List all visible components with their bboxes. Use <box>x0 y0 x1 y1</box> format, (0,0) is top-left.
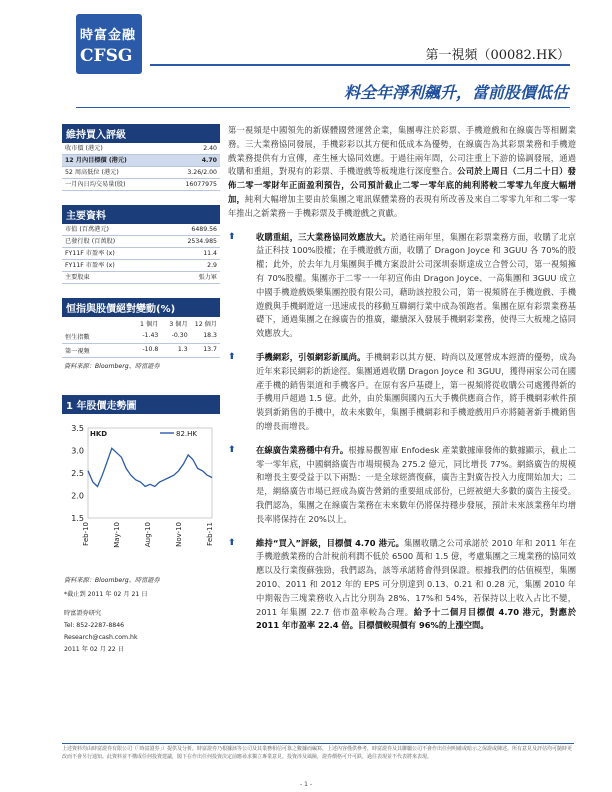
row-value: 張力軍 <box>198 274 217 281</box>
x-tick-label: Feb-10 <box>82 522 90 546</box>
row-label: 第一視頻 <box>65 348 90 355</box>
disclaimer: 上述資料均由時富證券有限公司（「時富證券」）提供及分析。時富證券乃根據該等公司及其業務相信可靠之數據而編寫，上述內容僅供參考，時富證券及其聯屬公司不會作出任何明確或暗示之保證或陳述。所有意見及評估均可隨時更改而不會另行通知。此資料並不構成任何投資建議，閣下在作出任何投資決定前應尋求獨立專業意見。投資涉及風險，證券價格可升可跌，過往表現並不代表將來表現。 <box>62 743 574 761</box>
contact-dept: 時富證券研究 <box>64 610 102 617</box>
intro-text-bold: 公司於上周日（二月二十日）發佈二零一零財年正面盈利預告，公司預計截止二零一零年底的純利將較二零零九年度大幅增加， <box>228 166 576 204</box>
headline: 料全年淨利飆升，當前股價低估 <box>343 83 568 102</box>
chart-note: *截止到 2011 年 02 月 21 日 <box>64 591 148 598</box>
bullet-rating <box>228 537 576 634</box>
bullet-text: 於過往兩年里，集團在彩票業務方面，收購了北京益正科技 100%股權；在手機遊戲方面，收購了 Dragon Joyce 和 3GUU 各 70%的股權；此外，於去年九月集團與手機方案設計公司深圳泰斯達成立合營公司，第一視頻擁有 70%股權。集團亦于二零一一年初宣佈由 Dragon Joyce、一高集團和 3GUU 成立中國手機遊戲娛樂集團控股有限公司，藉助該控股公司，第一視頻將在手機遊戲、手機遊戲與手機網遊這一迅速成長的移動互聯網行業中成為領跑者。集團在原有彩票業務基礎下，通過集團之在線廣告的推廣，繼續深入發展手機網彩業務，使得三大板塊之協同效應放大。 <box>256 231 576 339</box>
info-row <box>62 272 220 284</box>
row-value: 16077975 <box>185 181 217 188</box>
info-table <box>62 224 220 284</box>
rating-row <box>62 155 220 167</box>
row-label: FY11F 市盈率 (x) <box>65 262 115 269</box>
perf-1m: -10.8 <box>142 346 159 353</box>
intro-text-a: 第一視頻是中國領先的新媒體國營運營企業，集團專注於彩票、手機遊戲和在線廣告等相關業務。三大業務協同發展，手機彩彩以其方便和低成本為優勢，在線廣告為其彩票業務和手機遊戲業務提供有力宣傳，產生極大協同效應。于過往兩年間，公司注重上下游的協調發展，通過收購和重組，對現有的彩票、手機遊戲等板塊進行深度整合。 <box>228 125 576 177</box>
perf-12m: 18.3 <box>203 332 217 339</box>
rating-row <box>62 179 220 191</box>
perf-3m: 1.3 <box>177 346 188 353</box>
bullet-title: 手機網彩，引領網彩新風尚。 <box>256 351 366 362</box>
rating-table <box>62 143 220 191</box>
main-body <box>228 124 576 633</box>
y-tick-label: 3.0 <box>71 446 84 456</box>
row-label: 一月內日均交易量(股) <box>65 181 126 188</box>
report-title: 第一視頻（00082.HK） <box>425 48 570 63</box>
company-logo <box>76 14 142 74</box>
bullet-text: 根據易觀智庫 Enfodesk 產業數據庫發佈的數據顯示，截止二零一零年底，中國網絡廣告市場規模為 275.2 億元，同比增長 77%。網絡廣告的規模和增長主要受益于以下兩點：一是全球經濟復蘇，廣告主對廣告投入力度開始加大；二是，網絡廣告市場已經成為廣告營銷的重要組成部份，已經被絕大多數的廣告主接受。我們認為，集團之在線廣告業務在未來數年仍將保持穩步發展，預計未來該業務年均增長率將保持在 20%以上。 <box>256 444 576 524</box>
bullet-online-ads <box>228 444 576 527</box>
row-value: 3.26/2.00 <box>187 169 217 176</box>
y-tick-label: 2.5 <box>71 469 84 478</box>
x-tick-label: Nov-10 <box>175 522 183 547</box>
logo-chinese: 時富金融 <box>80 28 137 43</box>
bullet-title: 維持“買入”評級，目標價 4.70 港元。 <box>256 537 405 548</box>
row-label: 恒生指數 <box>65 334 90 341</box>
bullet-acquisition <box>228 231 576 341</box>
perf-title: 恒指與股價絕對變動(%) <box>62 298 220 317</box>
bullet-text: 手機網彩以其方便、時尚以及運營成本經濟的優勢，成為近年來彩民網彩的新途徑。集團通過收購 Dragon Joyce 和 3GUU，獲得兩家公司在國產手機的銷售渠道和手機客戶。在原有客戶基礎上，第一視頻將從收購公司處獲得新的手機用戶超過 1.5 億。此外，由於集團與國內五大手機供應商合作，將手機網彩軟件預裝到新銷售的手機中，故未來數年，集團手機網彩和手機遊戲用戶亦將隨著新手機銷售的增長而增長。 <box>256 351 576 431</box>
info-row <box>62 236 220 248</box>
perf-col-header <box>65 319 129 328</box>
row-label: 市值 (百萬港元) <box>65 226 109 233</box>
row-value: 11.4 <box>203 250 217 257</box>
arrow-up-icon: ⬆ <box>228 351 236 362</box>
bullet-title: 在線廣告業務穩中有升。 <box>256 444 349 455</box>
bullet-mobile-lottery <box>228 351 576 434</box>
rating-row <box>62 167 220 179</box>
bullet-title: 收購重組，三大業務協同效應放大。 <box>256 231 391 242</box>
contact-tel: Tel: 852-2287-8846 <box>64 622 125 629</box>
perf-12m: 13.7 <box>203 346 217 353</box>
x-tick-label: Aug-10 <box>144 522 152 548</box>
row-label: 12 月內目標價 (港元) <box>65 157 127 164</box>
x-tick-label: Feb-11 <box>206 522 214 546</box>
series-line-82hk <box>88 448 212 486</box>
row-value: 4.70 <box>201 157 217 164</box>
row-value: 6489.56 <box>191 226 217 233</box>
perf-row <box>62 330 220 344</box>
row-label: 收市價 (港元) <box>65 145 103 152</box>
x-tick-label: May-10 <box>113 522 121 548</box>
perf-row <box>62 344 220 358</box>
y-tick-label: 2.0 <box>71 491 84 501</box>
y-axis-label: HKD <box>90 430 108 438</box>
legend-label: 82.HK <box>176 430 197 438</box>
page-number: - 1 - <box>300 781 312 788</box>
bullet-text: 集團收購之公司承諾於 2010 年和 2011 年在手機遊戲業務的合計稅前利潤不低於 6500 萬和 1.5 億，考慮集團之三塊業務的協同效應以及行業復蘇強勁，我們認為，該等承諾將會得到保證。根據我們的估值模型，集團 2010、2011 和 2012 年的 EPS 可分別達到 0.13、0.21 和 0.28 元，集團 2010 年中期報告三塊業務收入占比分別為 28%、17%和 54%，若保持以上收入占比不變，2011 年集團 22.7 倍市盈率較為合理。 <box>256 537 577 617</box>
intro-paragraph <box>228 124 576 221</box>
info-title: 主要資料 <box>62 205 220 224</box>
rating-title: 維持買入評級 <box>62 124 220 143</box>
price-chart <box>62 414 220 554</box>
arrow-up-icon: ⬆ <box>228 231 236 242</box>
row-label: 主要股東 <box>65 274 90 281</box>
sidebar <box>62 124 220 656</box>
info-row <box>62 248 220 260</box>
headline-divider <box>76 107 570 108</box>
perf-source: 資料來源：Bloomberg、時富證券 <box>64 363 160 370</box>
arrow-up-icon: ⬆ <box>228 537 236 548</box>
rating-row <box>62 143 220 155</box>
contact-email[interactable]: Research@cash.com.hk <box>64 634 138 641</box>
info-row <box>62 260 220 272</box>
row-label: 已發行股 (百萬股) <box>65 238 116 245</box>
logo-english: CFSG <box>80 46 133 66</box>
perf-header <box>62 317 220 330</box>
chart-source: 資料來源：Bloomberg、時富證券 <box>64 577 160 584</box>
y-tick-label: 3.5 <box>71 424 84 433</box>
perf-col-header: 12 個月 <box>194 321 217 328</box>
plot-frame <box>88 428 212 518</box>
header-divider <box>150 64 570 66</box>
perf-3m: -0.30 <box>171 332 188 339</box>
contact-date: 2011 年 02 月 22 日 <box>64 646 124 653</box>
row-value: 2534.985 <box>187 238 217 245</box>
row-value: 2.9 <box>207 262 217 269</box>
arrow-up-icon: ⬆ <box>228 444 236 455</box>
contact-block <box>62 608 220 656</box>
intro-text-c: 純利大幅增加主要由於集團之電訊媒體業務的表現有所改善及來自二零零九年和二零一零年推出之新業務－手機彩票及手機遊戲之貢獻。 <box>228 193 576 218</box>
perf-1m: -1.43 <box>142 332 159 339</box>
row-label: FY11F 市盈率 (x) <box>65 250 115 257</box>
y-tick-label: 1.5 <box>71 514 84 523</box>
perf-table <box>62 330 220 358</box>
info-row <box>62 224 220 236</box>
row-label: 52 周高低位 (港元) <box>65 169 119 176</box>
bullet-target-text: 給予十二個月目標價 4.70 港元，對應於 2011 年市盈率 22.4 倍。目標價較現價有 96%的上漲空間。 <box>256 606 576 631</box>
perf-col-header: 1 個月 <box>140 321 159 328</box>
row-value: 2.40 <box>203 145 217 152</box>
perf-col-header: 3 個月 <box>169 321 188 328</box>
chart-title: 1 年股價走勢圖 <box>62 395 220 414</box>
